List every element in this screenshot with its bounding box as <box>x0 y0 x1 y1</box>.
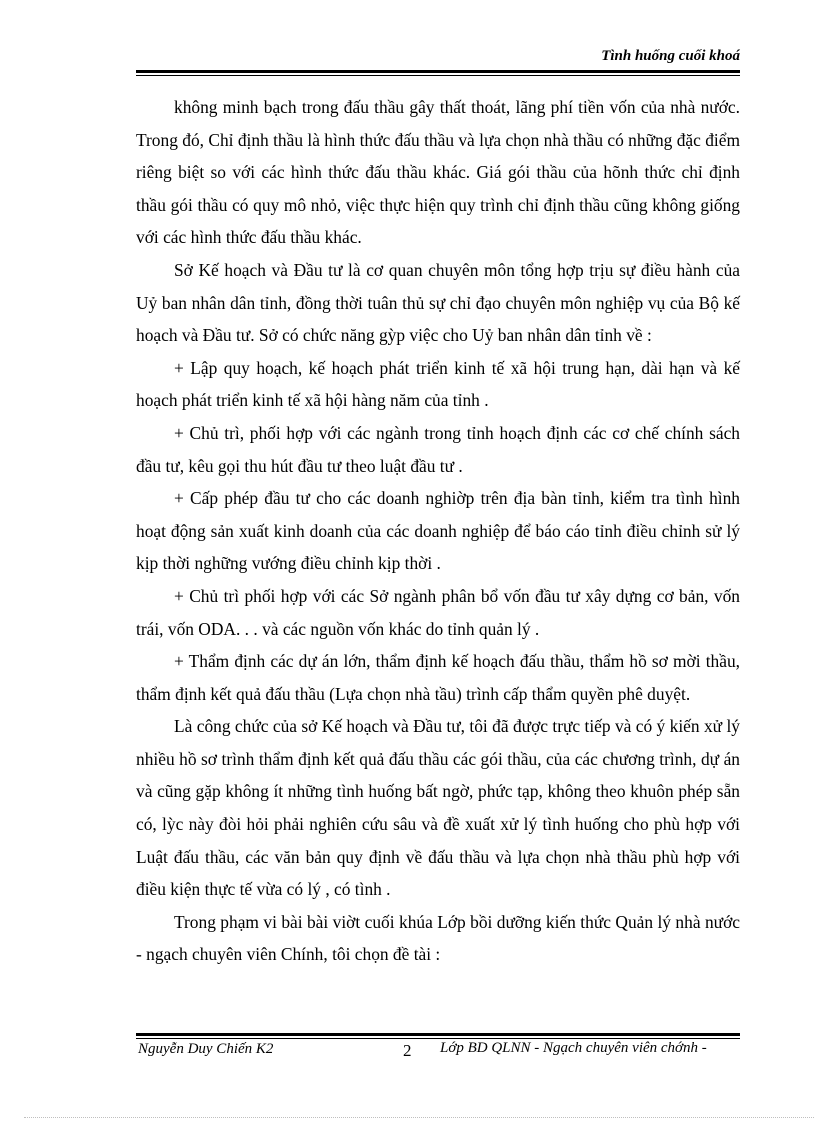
page-bottom-dotted-line <box>24 1117 814 1118</box>
list-paragraph: + Cấp phép đầu tư cho các doanh nghiờp trên địa bàn tỉnh, kiểm tra tình hình hoạt động sản xuất kinh doanh của các doanh nghiệp để báo cáo tỉnh điều chỉnh sử lý kịp thời nghững vướng điều chỉnh kịp thời . <box>136 488 740 574</box>
list-paragraph: + Chủ trì phối hợp với các Sở ngành phân bổ vốn đầu tư xây dựng cơ bản, vốn trái, vốn ODA. . . và các nguồn vốn khác do tỉnh quản lý . <box>136 585 740 639</box>
list-paragraph: + Chủ trì, phối hợp với các ngành trong tỉnh hoạch định các cơ chế chính sách đầu tư, kêu gọi thu hút đầu tư theo luật đầu tư . <box>136 422 740 476</box>
paragraph: Trong phạm vi bài bài viờt cuối khúa Lớp bồi dưỡng kiến thức Quản lý nhà nước - ngạch chuyên viên Chính, tôi chọn đề tài : <box>136 911 740 965</box>
page-number: 2 <box>403 1041 412 1060</box>
list-paragraph: + Lập quy hoạch, kế hoạch phát triển kinh tế xã hội trung hạn, dài hạn và kế hoạch phát triển kinh tế xã hội hàng năm của tỉnh . <box>136 357 740 411</box>
paragraph: Là công chức của sở Kế hoạch và Đầu tư, tôi đã được trực tiếp và có ý kiến xử lý nhiều hồ sơ trình thẩm định kết quả đấu thầu các gói thầu, của các chương trình, dự án và cũng gặp không ít những tình huống bất ngờ, phức tạp, không theo khuôn phép sẵn có, lỳc này đòi hỏi phải nghiên cứu sâu và đề xuất xử lý tình huống cho phù hợp với Luật đấu thầu, các văn bản quy định về đấu thầu và lựa chọn nhà thầu phù hợp với điều kiện thực tế vừa có lý , có tình . <box>136 716 740 900</box>
footer-author: Nguyễn Duy Chiến K2 <box>138 1041 274 1057</box>
header-rule-thin <box>136 75 740 76</box>
paragraph: Sở Kế hoạch và Đầu tư là cơ quan chuyên môn tổng hợp trịu sự điều hành của Uỷ ban nhân dân tỉnh, đồng thời tuân thủ sự chỉ đạo chuyên môn nghiệp vụ của Bộ kế hoạch và Đầu tư. Sở có chức năng gỳp việc cho Uỷ ban nhân dân tỉnh về : <box>136 259 740 346</box>
footer-rule-thin <box>136 1038 740 1039</box>
document-body <box>136 91 740 971</box>
footer-class-name: Lớp BD QLNN - Ngạch chuyên viên chớnh - <box>440 1040 707 1056</box>
header-title: Tình huống cuối khoá <box>601 48 740 64</box>
list-paragraph: + Thẩm định các dự án lớn, thẩm định kế hoạch đấu thầu, thẩm hồ sơ mời thầu, thẩm định kết quả đấu thầu (Lựa chọn nhà tầu) trình cấp thẩm quyền phê duyệt. <box>136 651 740 704</box>
header-rule-thick <box>136 70 740 73</box>
footer-rule-thick <box>136 1033 740 1036</box>
paragraph: không minh bạch trong đấu thầu gây thất thoát, lãng phí tiền vốn của nhà nước. Trong đó, Chỉ định thầu là hình thức đấu thầu và lựa chọn nhà thầu có những đặc điểm riêng biệt so với các hình thức đấu thầu khác. Giá gói thầu của hõnh thức chỉ định thầu gói thầu có quy mô nhỏ, việc thực hiện quy trình chỉ định thầu cũng không giống với các hình thức đấu thầu khác. <box>136 97 740 248</box>
